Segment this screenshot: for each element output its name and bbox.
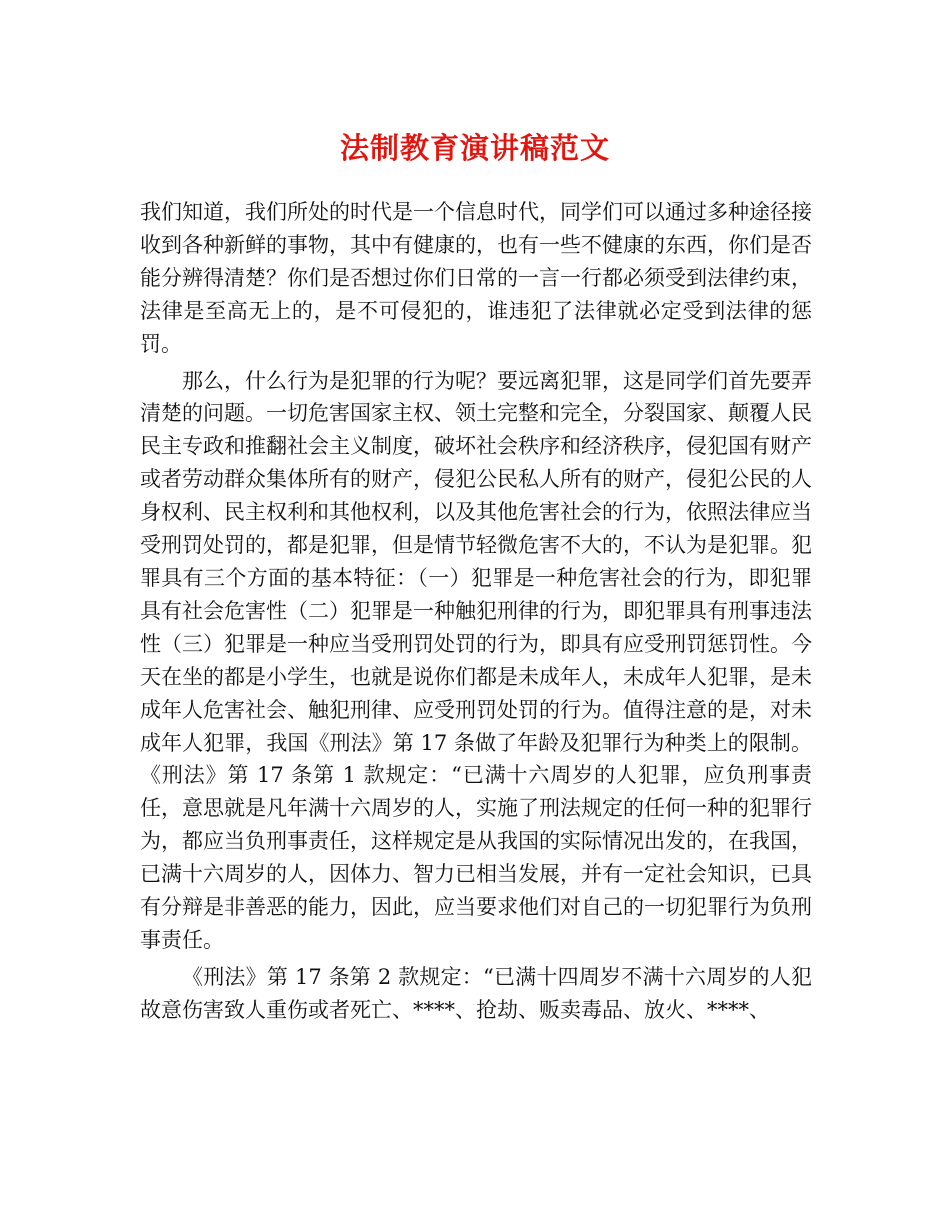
paragraph-crime-definition: 那么，什么行为是犯罪的行为呢？要远离犯罪，这是同学们首先要弄清楚的问题。一切危害国家主权、领土完整和完全，分裂国家、颠覆人民民主专政和推翻社会主义制度，破坏社会秩序和经济秩序，侵犯国有财产或者劳动群众集体所有的财产，侵犯公民私人所有的财产，侵犯公民的人身权利、民主权利和其他权利，以及其他危害社会的行为，依照法律应当受刑罚处罚的，都是犯罪，但是情节轻微危害不大的，不认为是犯罪。犯罪具有三个方面的基本特征：（一）犯罪是一种危害社会的行为，即犯罪具有社会危害性（二）犯罪是一种触犯刑律的行为，即犯罪具有刑事违法性（三）犯罪是一种应当受刑罚处罚的行为，即具有应受刑罚惩罚性。今天在坐的都是小学生，也就是说你们都是未成年人，未成年人犯罪，是未成年人危害社会、触犯刑律、应受刑罚处罚的行为。值得注意的是，对未成年人犯罪，我国《刑法》第 17 条做了年龄及犯罪行为种类上的限制。《刑法》第 17 条第 1 款规定：“已满十六周岁的人犯罪，应负刑事责任，意思就是凡年满十六周岁的人，实施了刑法规定的任何一种的犯罪行为，都应当负刑事责任，这样规定是从我国的实际情况出发的，在我国，已满十六周岁的人，因体力、智力已相当发展，并有一定社会知识，已具有分辩是非善恶的能力，因此，应当要求他们对自己的一切犯罪行为负刑事责任。 <box>140 368 812 952</box>
document-body <box>140 196 812 1031</box>
paragraph-criminal-law-article: 《刑法》第 17 条第 2 款规定：“已满十四周岁不满十六周岁的人犯故意伤害致人重伤或者死亡、****、抢劫、贩卖毒品、放火、****、 <box>140 964 812 1022</box>
document-title: 法制教育演讲稿范文 <box>339 131 610 165</box>
paragraph-intro: 我们知道，我们所处的时代是一个信息时代，同学们可以通过多种途径接收到各种新鲜的事物，其中有健康的，也有一些不健康的东西，你们是否能分辨得清楚？你们是否想过你们日常的一言一行都必须受到法律约束，法律是至高无上的，是不可侵犯的，谁违犯了法律就必定受到法律的惩罚。 <box>140 200 812 356</box>
